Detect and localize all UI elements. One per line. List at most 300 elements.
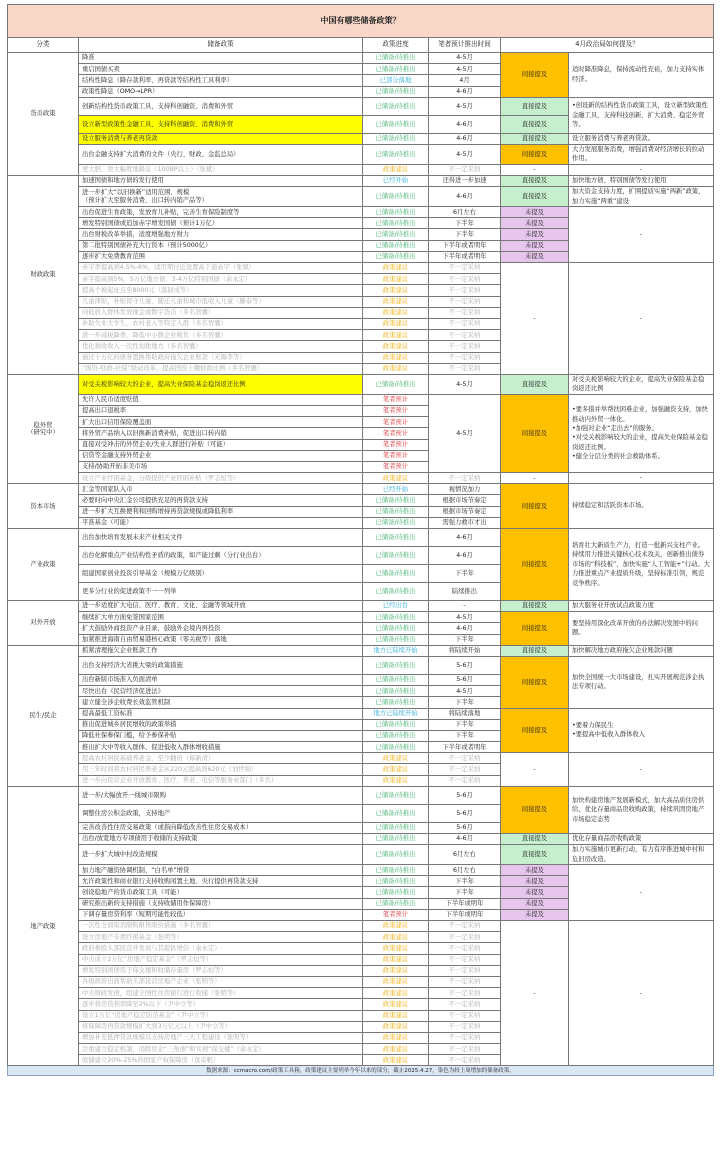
expected-time: 下半年 <box>429 697 501 708</box>
table-title: 中国有哪些储备政策？ <box>8 5 714 38</box>
policy-text: 设立1万亿“房地产稳定防范基金”（尹中立等） <box>79 1010 363 1021</box>
policy-row <box>8 753 714 764</box>
progress-status: 政策建议 <box>363 943 429 954</box>
progress-status: 已储备/待推出 <box>363 804 429 822</box>
progress-status: 政策建议 <box>363 988 429 999</box>
progress-status: 已储备/待推出 <box>363 822 429 833</box>
progress-status: 已储备/待推出 <box>363 229 429 240</box>
expected-time: 下半年 <box>429 719 501 730</box>
expected-time: 不一定采纳 <box>429 1044 501 1055</box>
policy-text: 组建国家创业投资引导基金（规模万亿级别） <box>79 565 363 583</box>
expected-time: 4-5月 <box>429 686 501 697</box>
progress-status: 政策建议 <box>363 307 429 318</box>
expected-time: 不一定采纳 <box>429 318 501 329</box>
politburo-note: 加快地方债、特别国债等发行使用 <box>569 176 714 187</box>
progress-status: 政策建议 <box>363 164 429 175</box>
policy-text: 允许人民币适度贬值 <box>79 394 363 405</box>
progress-status: 政策建议 <box>363 965 429 976</box>
policy-text: 将外贸产品纳入以旧换新消费补贴，促进出口转内销 <box>79 428 363 439</box>
category-label: 民生/民企 <box>8 645 79 786</box>
expected-time: 不一定采纳 <box>429 330 501 341</box>
expected-time: 4-6月 <box>429 623 501 634</box>
policy-text: 直接对受冲击的外贸企业/失业人群进行补贴（可能） <box>79 439 363 450</box>
policy-row <box>8 786 714 804</box>
mention-badge: 间接提及 <box>501 144 569 164</box>
expected-time: 根据市场节奏定 <box>429 506 501 517</box>
progress-status: 政策建议 <box>363 285 429 296</box>
policy-text: 政策性降息（OMO→LPR） <box>79 86 363 97</box>
expected-time: 不一定采纳 <box>429 285 501 296</box>
policy-text: 第二批特别国债补充大行资本（预计5000亿） <box>79 240 363 251</box>
policy-text: 逐步将房贷利率降至2%以下（尹中立等） <box>79 999 363 1010</box>
expected-time: 不一定采纳 <box>429 965 501 976</box>
expected-time: 5-6月 <box>429 804 501 822</box>
policy-text: 进一步扩大互换便利和回购增持再贷款规模或降低利率 <box>79 506 363 517</box>
policy-text: 允许政策性和商业银行支持收购闲置土地、央行提供再贷款支持 <box>79 876 363 887</box>
progress-status: 已储备/待推出 <box>363 53 429 64</box>
mention-badge: 直接提及 <box>501 834 569 845</box>
policy-row <box>8 529 714 547</box>
progress-status: 地方已陆续开始 <box>363 708 429 719</box>
expected-time: 不一定采纳 <box>429 943 501 954</box>
policy-row <box>8 473 714 484</box>
expected-time: 4-6月 <box>429 547 501 565</box>
expected-time: 不一定采纳 <box>429 954 501 965</box>
policy-row <box>8 865 714 876</box>
politburo-note: 对受关税影响较大的企业，提高失业保险基金稳岗返还比例 <box>569 374 714 394</box>
progress-status: 已储备/待推出 <box>363 656 429 674</box>
expected-time: 不一定采纳 <box>429 1010 501 1021</box>
policy-text: 增发特别国债或追加赤字增发国债（预计1万亿） <box>79 218 363 229</box>
politburo-note: 优化存量商品房收购政策 <box>569 834 714 845</box>
progress-status: 笔者预计 <box>363 909 429 920</box>
progress-status: 已储备/待推出 <box>363 674 429 685</box>
policy-row <box>8 708 714 719</box>
policy-row <box>8 374 714 394</box>
policy-text: 进一步向民营企业开放教育、医疗、养老、电信等服务业部门（多名） <box>79 775 363 786</box>
mention-badge: - <box>501 753 569 787</box>
expected-time: 4-5月 <box>429 53 501 64</box>
expected-time: 不一定采纳 <box>429 988 501 999</box>
mention-badge: 未提及 <box>501 909 569 920</box>
mention-badge: - <box>501 263 569 375</box>
expected-time: 6月左右 <box>429 207 501 218</box>
category-label: 稳外贸 （研究中） <box>8 374 79 483</box>
expected-time: 下半年 <box>429 887 501 898</box>
mention-badge: 未提及 <box>501 218 569 229</box>
progress-status: 政策建议 <box>363 363 429 374</box>
expected-time: 不一定采纳 <box>429 164 501 175</box>
policy-text: 继续扩大单方面免签国家范围 <box>79 612 363 623</box>
policy-text: 设立房地产专项纾困基金（张明等） <box>79 932 363 943</box>
policy-text: 更大胆、更大幅度地降息（100BP以上）（张斌） <box>79 164 363 175</box>
progress-status: 已储备/待推出 <box>363 133 429 144</box>
expected-time: 下半年或明年 <box>429 898 501 909</box>
progress-status: 政策建议 <box>363 1010 429 1021</box>
progress-status: 已储备/待推出 <box>363 506 429 517</box>
progress-status: 已储备/待推出 <box>363 529 429 547</box>
expected-time: 4-6月 <box>429 86 501 97</box>
policy-text: 通过十万亿的债务置换帮助政府拖欠企业账款（无锡李等） <box>79 352 363 363</box>
politburo-note: •创设新的结构性货币政策工具，设立新型政策性金融工具，支持科技创新、扩大消费、稳定外贸等。 <box>569 97 714 133</box>
progress-status: 政策建议 <box>363 1055 429 1066</box>
progress-status: 已储备/待推出 <box>363 865 429 876</box>
progress-status: 笔者预计 <box>363 405 429 416</box>
policy-row <box>8 97 714 115</box>
policy-text: 优化税收收入一次性划拨地方（多名智囊） <box>79 341 363 352</box>
politburo-note: - <box>569 753 714 787</box>
policy-text: 加紧推进海南自由贸易港核心政策（零关税等）落地 <box>79 634 363 645</box>
progress-status: 已储备/待推出 <box>363 834 429 845</box>
progress-status: 已部分落地 <box>363 75 429 86</box>
expected-time: 4-5月 <box>429 97 501 115</box>
policy-text: 信贷等金融支持外贸企业 <box>79 450 363 461</box>
politburo-note: 设立服务消费与养老再贷款。 <box>569 133 714 144</box>
mention-badge: 直接提及 <box>501 97 569 115</box>
category-label: 货币政策 <box>8 53 79 176</box>
mention-badge: 间接提及 <box>501 786 569 833</box>
progress-status: 政策建议 <box>363 1044 429 1055</box>
policy-text: 设立服务消费与养老再贷款 <box>79 133 363 144</box>
progress-status: 政策建议 <box>363 330 429 341</box>
policy-text: 出台促进生育政策，发放育儿补贴，完善生育保险制度等 <box>79 207 363 218</box>
expected-time: 不一定采纳 <box>429 753 501 764</box>
mention-badge: 间接提及 <box>501 612 569 646</box>
policy-row <box>8 612 714 623</box>
expected-time: 6月左右 <box>429 865 501 876</box>
policy-text: 出台加快培育发展未来产业相关文件 <box>79 529 363 547</box>
mention-badge: 未提及 <box>501 207 569 218</box>
expected-time: 不一定采纳 <box>429 296 501 307</box>
progress-status: 政策建议 <box>363 318 429 329</box>
expected-time: 视情况加力 <box>429 484 501 495</box>
mention-badge: - <box>501 921 569 1066</box>
policy-text: 平准基金（可能） <box>79 517 363 528</box>
politburo-note: 要坚持用深化改革开放的办法解决发展中的问题。 <box>569 612 714 646</box>
expected-time: 将陆续落地 <box>429 708 501 719</box>
progress-status: 政策建议 <box>363 352 429 363</box>
expected-time: 不一定采纳 <box>429 1032 501 1043</box>
progress-status: 政策建议 <box>363 1032 429 1043</box>
policy-text: 出台支持经济大省挑大梁的政策措施 <box>79 656 363 674</box>
progress-status: 已储备/待推出 <box>363 86 429 97</box>
progress-status: 政策建议 <box>363 296 429 307</box>
progress-status: 笔者预计 <box>363 394 429 405</box>
mention-badge: 直接提及 <box>501 374 569 394</box>
expected-time: 不一定采纳 <box>429 1055 501 1066</box>
expected-time: 下半年 <box>429 229 501 240</box>
policy-text: 设立新型政策性金融工具，支持科创融资、消费和外贸 <box>79 115 363 133</box>
reserve-policy-table <box>7 4 714 1076</box>
policy-text: 扩大鼓励外商投资产业目录，鼓励外企境内再投资 <box>79 623 363 634</box>
politburo-note: - <box>569 207 714 263</box>
policy-row <box>8 656 714 674</box>
policy-text: 进一步扩大“以旧换新”适用范围、规模 （预计扩大至服务消费、出口转内销产品等） <box>79 187 363 207</box>
policy-text: 补助失业大学生，农村老人等特定人群（多名智囊） <box>79 318 363 329</box>
expected-time: 不一定采纳 <box>429 999 501 1010</box>
expected-time: 不一定采纳 <box>429 473 501 484</box>
expected-time: 下半年 <box>429 634 501 645</box>
footer-row <box>8 1066 714 1076</box>
policy-row <box>8 176 714 187</box>
policy-text: 降低社保参保门槛，给予参保补贴 <box>79 730 363 741</box>
politburo-note: •要着力保民生 •要提高中低收入群体收入 <box>569 708 714 753</box>
policy-text: 加力地产融资协调机制，“白名单”增贷 <box>79 865 363 876</box>
policy-row <box>8 834 714 845</box>
policy-row <box>8 53 714 64</box>
policy-text: 儿童津贴，补贴留守儿童，随迁儿童和城市低收入儿童（滕泰等） <box>79 296 363 307</box>
politburo-note: 加大服务业开放试点政策力度 <box>569 601 714 612</box>
policy-text: 降准 <box>79 53 363 64</box>
politburo-note: 持续稳定和活跃资本市场。 <box>569 484 714 529</box>
policy-text: 提高个税起征点至8000元（温韧成等） <box>79 285 363 296</box>
policy-text: 出台金融支持扩大消费的文件（央行、财政、金监总局） <box>79 144 363 164</box>
mention-badge: 未提及 <box>501 240 569 251</box>
policy-text: 提高最低工资标准 <box>79 708 363 719</box>
expected-time: 4-6月 <box>429 133 501 144</box>
policy-text: 进一步/大幅放开一线城市限购 <box>79 786 363 804</box>
policy-text: 进一步减税降费，降低中小微企业税负（多名智囊） <box>79 330 363 341</box>
policy-text: 抓紧清理拖欠企业账款工作 <box>79 645 363 656</box>
progress-status: 已储备/待推出 <box>363 730 429 741</box>
progress-status: 笔者预计 <box>363 439 429 450</box>
expected-time: 5-6月 <box>429 656 501 674</box>
expected-time: 4月 <box>429 75 501 86</box>
policy-text: 推出促进城乡居民增收的政策举措 <box>79 719 363 730</box>
header-policy: 储备政策 <box>79 38 363 53</box>
expected-time: 下半年 <box>429 218 501 229</box>
policy-row <box>8 207 714 218</box>
policy-text: 出台/放宽地方专项债用于收储的支持政策 <box>79 834 363 845</box>
expected-time: 4-6月 <box>429 529 501 547</box>
policy-text: 更多分行业的促进政策不一一列举 <box>79 583 363 601</box>
mention-badge: 未提及 <box>501 876 569 887</box>
policy-text: 各级政府出面帮助头部民营房地产企业（张明等） <box>79 976 363 987</box>
expected-time: 4-6月 <box>429 834 501 845</box>
policy-text: 对受关税影响较大的企业，提高失业保险基金稳岗返还比例 <box>79 374 363 394</box>
header-row <box>8 38 714 53</box>
policy-text: 尽快出台《民营经济促进法》 <box>79 686 363 697</box>
expected-time: 不一定采纳 <box>429 764 501 775</box>
progress-status: 政策建议 <box>363 976 429 987</box>
policy-row <box>8 845 714 865</box>
policy-text: 研究推出新的支持措施（支持收储用作保障房） <box>79 898 363 909</box>
policy-text: 增发特别国债用于保交楼和收储存量房（罗志恒等） <box>79 965 363 976</box>
policy-text: 向低收入群体发放现金或数字货币（多名智囊） <box>79 307 363 318</box>
policy-row <box>8 144 714 164</box>
expected-time: 需强力救市才出 <box>429 517 501 528</box>
policy-text: 出台化解重点产业结构性矛盾的政策，如产能过剩（分行业出台） <box>79 547 363 565</box>
policy-text: 创设稳地产的货币政策工具（可能） <box>79 887 363 898</box>
policy-text: 创新结构性货币政策工具，支持科创融资、消费和外贸 <box>79 97 363 115</box>
policy-text: 注重建立稳定机制，消除房企“三角债”和实现“保交楼”（余永定） <box>79 1044 363 1055</box>
category-label: 产业政策 <box>8 529 79 601</box>
policy-text: 扩大出口信用保险覆盖面 <box>79 417 363 428</box>
expected-time: 下半年或明年 <box>429 909 501 920</box>
policy-text: 中央财政发债，组建全国性住房银行进行收储（张明等） <box>79 988 363 999</box>
politburo-note: •要多措并举帮扶困难企业，加强融资支持，加快推动内外贸一体化。 •加强对企业“走出去”的服务。 •对受关税影响较大的企业，提高失业保险基金稳岗返还比例。 •健全分层分类的社会救助体系。 <box>569 394 714 472</box>
politburo-note: 加快解决地方政府拖欠企业账款问题 <box>569 645 714 656</box>
policy-text: 收储建立20%-25%的国家产权保障房（黄奇帆） <box>79 1055 363 1066</box>
header-category: 分类 <box>8 38 79 53</box>
progress-status: 政策建议 <box>363 1021 429 1032</box>
expected-time: 4-6月 <box>429 115 501 133</box>
mention-badge: 未提及 <box>501 251 569 262</box>
category-label: 地产政策 <box>8 786 79 1066</box>
progress-status: 已储备/待推出 <box>363 187 429 207</box>
category-label: 资本市场 <box>8 484 79 529</box>
policy-text: 必要时向中央汇金公司提供充足的再贷款支持 <box>79 495 363 506</box>
expected-time: 5-6月 <box>429 674 501 685</box>
progress-status: 政策建议 <box>363 932 429 943</box>
politburo-note: - <box>569 263 714 375</box>
progress-status: 已储备/待推出 <box>363 623 429 634</box>
policy-text: 完善改善性住房交易政策（或指向降低改善性住房交易成本） <box>79 822 363 833</box>
policy-text: 进一步适度扩大电信、医疗、教育、文化、金融等领域开放 <box>79 601 363 612</box>
mention-badge: 间接提及 <box>501 529 569 601</box>
politburo-note: - <box>569 164 714 175</box>
policy-text: 提高农村居民基础养老金，至少翻倍（郑新清） <box>79 753 363 764</box>
progress-status: 已储备/待推出 <box>363 697 429 708</box>
policy-text: 一次性全面取消限购限售限价措施（多名智囊） <box>79 921 363 932</box>
progress-status: 地方已陆续开始 <box>363 645 429 656</box>
policy-row <box>8 133 714 144</box>
progress-status: 已储备/待推出 <box>363 517 429 528</box>
politburo-note: 大力发展服务消费，增强消费对经济增长的拉动作用。 <box>569 144 714 164</box>
header-progress: 政策进度 <box>363 38 429 53</box>
policy-text: 加速国债和地方债的发行使用 <box>79 176 363 187</box>
mention-badge: 间接提及 <box>501 53 569 98</box>
policy-text: 推出扩大中等收入群体、促进低收入群体增收措施 <box>79 742 363 753</box>
mention-badge: 未提及 <box>501 898 569 909</box>
progress-status: 已储备/待推出 <box>363 547 429 565</box>
expected-time: 下半年或者明年 <box>429 240 501 251</box>
expected-time: 将陆续开始 <box>429 645 501 656</box>
progress-status: 已储备/待推出 <box>363 207 429 218</box>
progress-status: 已储备/待推出 <box>363 612 429 623</box>
expected-time: 还得进一步加速 <box>429 176 501 187</box>
expected-time: 4-5月 <box>429 64 501 75</box>
progress-status: 已储备/待推出 <box>363 97 429 115</box>
expected-time: - <box>429 601 501 612</box>
expected-time: 不一定采纳 <box>429 341 501 352</box>
expected-time: 4-5月 <box>429 394 501 472</box>
politburo-note: 培育壮大新质生产力，打造一批新兴支柱产业。持续用力推进关键核心技术攻关，创新推出债券市场的“科技板”，加快实施“人工智能+”行动。大力推进重点产业提质升级，坚持标准引领，规范竞争秩序。 <box>569 529 714 601</box>
progress-status: 政策建议 <box>363 473 429 484</box>
politburo-note: - <box>569 865 714 921</box>
policy-text: 赤字提高到5%，5万亿地方债、3-4万亿特别国债（余永定） <box>79 274 363 285</box>
header-expected-time: 笔者预计推出时间 <box>429 38 501 53</box>
policy-text: 将保障房再贷款规模扩大到3万亿元以上（尹中立等） <box>79 1021 363 1032</box>
expected-time: 下半年或者明年 <box>429 742 501 753</box>
policy-row <box>8 394 714 405</box>
expected-time: 不一定采纳 <box>429 352 501 363</box>
expected-time: 不一定采纳 <box>429 775 501 786</box>
expected-time: 4-5月 <box>429 612 501 623</box>
expected-time: 5-6月 <box>429 822 501 833</box>
progress-status: 政策建议 <box>363 753 429 764</box>
policy-text: 用三年时间将农村居民养老金从220元提高到620元（刘世锦） <box>79 764 363 775</box>
expected-time: 4-6月 <box>429 187 501 207</box>
progress-status: 已储备/待推出 <box>363 634 429 645</box>
progress-status: 笔者预计 <box>363 450 429 461</box>
progress-status: 已储备/待推出 <box>363 115 429 133</box>
table-body <box>8 53 714 1066</box>
progress-status: 政策建议 <box>363 274 429 285</box>
politburo-note: 加快构建房地产发展新模式，加大高品质住房供给，优化存量商品房收购政策，持续巩固房地产市场稳定态势 <box>569 786 714 833</box>
policy-text: 调整住房公积金政策，支持地产 <box>79 804 363 822</box>
mention-badge: - <box>501 473 569 484</box>
header-politburo-mention: 4月政治局如何提及？ <box>501 38 714 53</box>
progress-status: 政策建议 <box>363 999 429 1010</box>
category-label: 对外开放 <box>8 601 79 646</box>
expected-time: 下半年 <box>429 565 501 583</box>
expected-time: 下半年 <box>429 876 501 887</box>
mention-badge: 间接提及 <box>501 708 569 753</box>
progress-status: 已储备/待推出 <box>363 742 429 753</box>
progress-status: 已储备/待推出 <box>363 583 429 601</box>
progress-status: 已经开始 <box>363 176 429 187</box>
policy-text: 政府参股头部民营开发商与其提供增信（余永定） <box>79 943 363 954</box>
progress-status: 已储备/待推出 <box>363 786 429 804</box>
policy-text: 赤字率提高到4.5%-6%，适用期付近设置高于道赤字（张斌） <box>79 263 363 274</box>
progress-status: 已储备/待推出 <box>363 876 429 887</box>
expected-time: 不一定采纳 <box>429 363 501 374</box>
progress-status: 已储备/待推出 <box>363 218 429 229</box>
policy-text: 设立产业纾困基金，分级提供产业纾困补贴（罗志恒等） <box>79 473 363 484</box>
expected-time: 根据市场节奏定 <box>429 495 501 506</box>
policy-text: 结构性降息（降存款利率、再贷款等结构性工具利率） <box>79 75 363 86</box>
expected-time: 6月左右 <box>429 845 501 865</box>
policy-row <box>8 921 714 932</box>
progress-status: 政策建议 <box>363 775 429 786</box>
progress-status: 政策建议 <box>363 764 429 775</box>
mention-badge: 间接提及 <box>501 394 569 472</box>
politburo-note: - <box>569 473 714 484</box>
politburo-note: 加大资金支持力度，扩围提质实施“两新”政策，加力实施“两重”建设 <box>569 187 714 207</box>
politburo-note: 加快全国统一大市场建设，扎实开展规范涉企执法专项行动。 <box>569 656 714 708</box>
politburo-note: 加力实施城市更新行动，有力有序推进城中村和危旧房改造。 <box>569 845 714 865</box>
progress-status: 政策建议 <box>363 341 429 352</box>
expected-time: 不一定采纳 <box>429 921 501 932</box>
mention-badge: 间接提及 <box>501 484 569 529</box>
policy-row <box>8 484 714 495</box>
policy-row <box>8 645 714 656</box>
expected-time: 陆续推出 <box>429 583 501 601</box>
progress-status: 已储备/待推出 <box>363 887 429 898</box>
progress-status: 已储备/待推出 <box>363 495 429 506</box>
progress-status: 已储备/待推出 <box>363 719 429 730</box>
progress-status: 已经开始 <box>363 484 429 495</box>
policy-row <box>8 187 714 207</box>
expected-time: 5-6月 <box>429 786 501 804</box>
politburo-note: - <box>569 921 714 1066</box>
policy-text: 增加补充抵押贷款规模以支持房地产三大工程建设（张明等） <box>79 1032 363 1043</box>
progress-status: 已储备/待推出 <box>363 374 429 394</box>
mention-badge: 直接提及 <box>501 845 569 865</box>
mention-badge: 直接提及 <box>501 645 569 656</box>
progress-status: 笔者预计 <box>363 428 429 439</box>
expected-time: 不一定采纳 <box>429 1021 501 1032</box>
expected-time: 4-5月 <box>429 374 501 394</box>
progress-status: 已储备/待推出 <box>363 251 429 262</box>
progress-status: 已储备/待推出 <box>363 144 429 164</box>
policy-text: 进一步扩大城中村改造规模 <box>79 845 363 865</box>
progress-status: 已储备/待推出 <box>363 64 429 75</box>
title-row <box>8 5 714 38</box>
policy-row <box>8 263 714 274</box>
politburo-note: 适时降准降息，保持流动性充裕，加力支持实体经济。 <box>569 53 714 98</box>
